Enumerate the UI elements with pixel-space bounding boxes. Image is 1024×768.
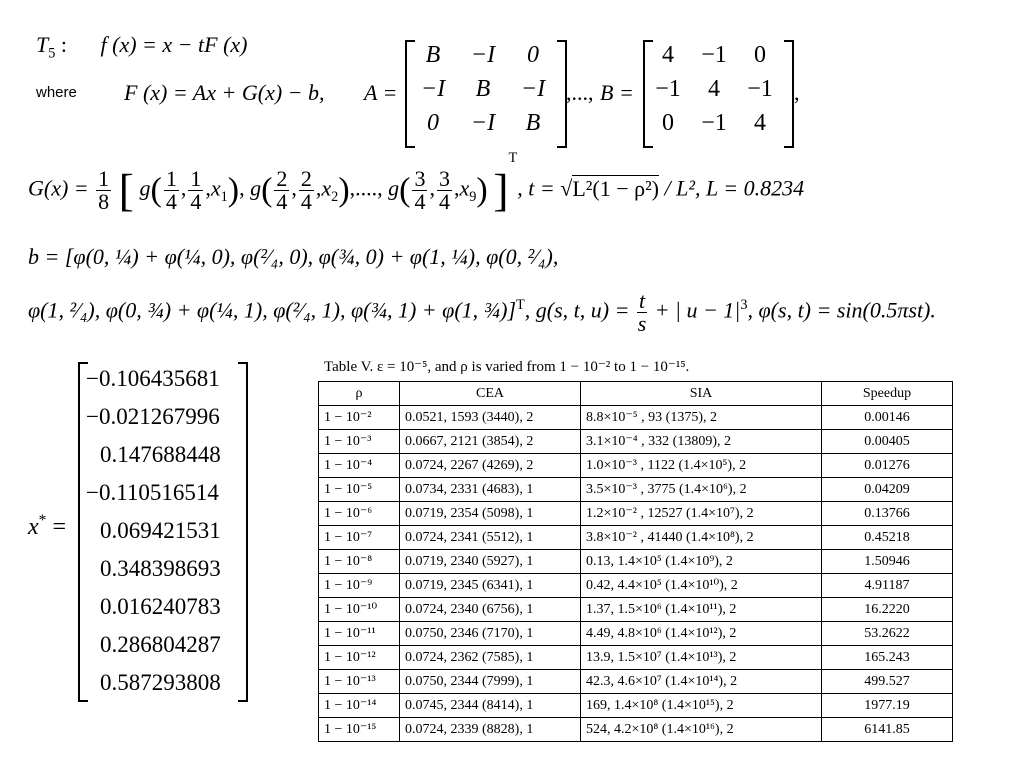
xstar-values <box>86 360 246 702</box>
t5-colon: : <box>60 32 68 57</box>
header-speedup: Speedup <box>822 382 953 406</box>
sia-cell: 42.3, 4.6×10⁷ (1.4×10¹⁴), 2 <box>581 670 822 694</box>
cea-cell: 0.0724, 2341 (5512), 1 <box>400 526 581 550</box>
t-over-s: $\frac{t}{s}$ <box>637 288 647 336</box>
sia-cell: 1.2×10⁻² , 12527 (1.4×10⁷), 2 <box>581 502 822 526</box>
matrix-cell: 4 <box>662 42 674 68</box>
sia-cell: 4.49, 4.8×10⁶ (1.4×10¹²), 2 <box>581 622 822 646</box>
table-caption: Table V. ε = 10⁻⁵, and ρ is varied from 1 − 10⁻² to 1 − 10⁻¹⁵. <box>324 359 690 375</box>
speedup-cell: 16.2220 <box>822 598 953 622</box>
cea-cell: 0.0734, 2331 (4683), 1 <box>400 478 581 502</box>
table-row <box>319 598 953 622</box>
table-body <box>319 406 953 742</box>
table-row <box>319 454 953 478</box>
matrix-cell: −1 <box>701 110 727 136</box>
cea-cell: 0.0667, 2121 (3854), 2 <box>400 430 581 454</box>
xstar-value: 0.348398693 <box>100 556 221 581</box>
xstar-value: −0.106435681 <box>86 366 220 391</box>
F-definition <box>124 80 325 106</box>
cea-cell: 0.0719, 2354 (5098), 1 <box>400 502 581 526</box>
t5-sub: 5 <box>48 45 56 62</box>
header-sia: SIA <box>581 382 822 406</box>
g-9: g <box>388 175 400 201</box>
table-row <box>319 550 953 574</box>
xstar-label: x* = <box>28 512 66 540</box>
t5-equation <box>36 32 248 62</box>
cea-cell: 0.0724, 2362 (7585), 1 <box>400 646 581 670</box>
matrix-cell: 0 <box>662 110 674 136</box>
table-row <box>319 622 953 646</box>
rho-cell: 1 − 10⁻³ <box>319 430 400 454</box>
big-left-bracket: [ <box>118 164 134 216</box>
big-right-bracket: ] <box>493 164 509 216</box>
coef-fraction: $\frac{1}{8}$ <box>98 166 110 214</box>
b-line2-text: φ(1, ²⁄₄), φ(0, ¾) + φ(¼, 1), φ(²⁄₄, 1), φ(¾, 1) + φ(1, ¾)] <box>28 297 517 323</box>
speedup-cell: 0.45218 <box>822 526 953 550</box>
table-row <box>319 526 953 550</box>
header-cea: CEA <box>400 382 581 406</box>
table-row <box>319 430 953 454</box>
sia-cell: 169, 1.4×10⁸ (1.4×10¹⁵), 2 <box>581 694 822 718</box>
sia-cell: 3.1×10⁻⁴ , 332 (13809), 2 <box>581 430 822 454</box>
speedup-cell: 165.243 <box>822 646 953 670</box>
matrix-cell: B <box>425 42 441 68</box>
speedup-cell: 0.00146 <box>822 406 953 430</box>
xstar-value: −0.021267996 <box>86 404 220 429</box>
matrix-cell: B <box>525 110 541 136</box>
t5-label: T <box>36 32 49 57</box>
cea-cell: 0.0750, 2346 (7170), 1 <box>400 622 581 646</box>
cea-cell: 0.0724, 2267 (4269), 2 <box>400 454 581 478</box>
cea-cell: 0.0750, 2344 (7999), 1 <box>400 670 581 694</box>
xstar-value: 0.147688448 <box>100 442 221 467</box>
matrix-b-right-bracket <box>784 40 794 148</box>
speedup-cell: 0.13766 <box>822 502 953 526</box>
matrix-cell: −I <box>520 76 546 102</box>
speedup-cell: 0.00405 <box>822 430 953 454</box>
xstar-value: 0.286804287 <box>100 632 221 657</box>
results-table <box>318 381 953 742</box>
speedup-cell: 499.527 <box>822 670 953 694</box>
table-row <box>319 406 953 430</box>
table-row <box>319 670 953 694</box>
speedup-cell: 0.04209 <box>822 478 953 502</box>
t-rest: / L², L = 0.8234 <box>664 175 805 201</box>
speedup-cell: 4.91187 <box>822 574 953 598</box>
sia-cell: 8.8×10⁻⁵ , 93 (1375), 2 <box>581 406 822 430</box>
matrix-cell: −I <box>420 76 446 102</box>
table-row <box>319 718 953 742</box>
sia-cell: 524, 4.2×10⁸ (1.4×10¹⁶), 2 <box>581 718 822 742</box>
A-label-text: A = <box>364 80 398 105</box>
rho-cell: 1 − 10⁻⁴ <box>319 454 400 478</box>
matrix-b <box>645 40 785 150</box>
sia-cell: 1.37, 1.5×10⁶ (1.4×10¹¹), 2 <box>581 598 822 622</box>
b-equation-line1: b = [φ(0, ¼) + φ(¼, 0), φ(²⁄₄, 0), φ(¾, 0) + φ(1, ¼), φ(0, ²⁄₄), <box>28 244 559 269</box>
matrix-cell: −I <box>470 110 496 136</box>
g-2: g <box>250 175 262 201</box>
sia-cell: 1.0×10⁻³ , 1122 (1.4×10⁵), 2 <box>581 454 822 478</box>
cea-cell: 0.0521, 1593 (3440), 2 <box>400 406 581 430</box>
matrix-cell: 4 <box>754 110 766 136</box>
cea-cell: 0.0719, 2340 (5927), 1 <box>400 550 581 574</box>
where-label: where <box>36 84 77 101</box>
speedup-cell: 1977.19 <box>822 694 953 718</box>
rho-cell: 1 − 10⁻⁷ <box>319 526 400 550</box>
table-row <box>319 694 953 718</box>
rho-cell: 1 − 10⁻⁶ <box>319 502 400 526</box>
rho-cell: 1 − 10⁻⁹ <box>319 574 400 598</box>
rho-cell: 1 − 10⁻¹⁴ <box>319 694 400 718</box>
b-equation-line2: φ(1, ²⁄₄), φ(0, ¾) + φ(¼, 1), φ(²⁄₄, 1), φ(¾, 1) + φ(1, ¾)]$^T$, g(s, t, u) = $\frac{t}{s}$ + | $u - 1|^3$, φ(s, t) = sin(0.5πst). <box>28 288 936 336</box>
B-label-text: B = <box>600 80 634 105</box>
xstar-value: −0.110516514 <box>86 480 219 505</box>
rho-cell: 1 − 10⁻¹¹ <box>319 622 400 646</box>
matrix-cell: 0 <box>427 110 439 136</box>
matrix-cell: 4 <box>708 76 720 102</box>
t-radicand: L²(1 − ρ²) <box>572 175 659 201</box>
speedup-cell: 1.50946 <box>822 550 953 574</box>
F-expression: F (x) = Ax + G(x) − b, <box>124 80 325 105</box>
A-label <box>364 80 397 106</box>
speedup-cell: 6141.85 <box>822 718 953 742</box>
matrix-cell: −1 <box>701 42 727 68</box>
matrix-cell: B <box>475 76 491 102</box>
table-row <box>319 478 953 502</box>
xstar-value: 0.016240783 <box>100 594 221 619</box>
rho-cell: 1 − 10⁻¹⁰ <box>319 598 400 622</box>
rho-cell: 1 − 10⁻¹⁵ <box>319 718 400 742</box>
matrix-cell: −1 <box>747 76 773 102</box>
xstar-value: 0.069421531 <box>100 518 221 543</box>
table-row <box>319 646 953 670</box>
sia-cell: 3.8×10⁻² , 41440 (1.4×10⁸), 2 <box>581 526 822 550</box>
sia-cell: 13.9, 1.5×10⁷ (1.4×10¹³), 2 <box>581 646 822 670</box>
table-row <box>319 502 953 526</box>
g-1: g <box>139 175 151 201</box>
G-lhs: G(x) = <box>28 175 89 201</box>
cea-cell: 0.0719, 2345 (6341), 1 <box>400 574 581 598</box>
table-header-row <box>319 382 953 406</box>
header-rho: ρ <box>319 382 400 406</box>
rho-cell: 1 − 10⁻¹³ <box>319 670 400 694</box>
speedup-cell: 53.2622 <box>822 622 953 646</box>
cea-cell: 0.0745, 2344 (8414), 1 <box>400 694 581 718</box>
speedup-cell: 0.01276 <box>822 454 953 478</box>
t5-expression: f (x) = x − tF (x) <box>100 32 248 57</box>
rho-cell: 1 − 10⁻¹² <box>319 646 400 670</box>
matrix-a-ellipsis: ,..., <box>566 80 594 105</box>
matrix-cell: −I <box>470 42 496 68</box>
matrix-cell: 0 <box>527 42 539 68</box>
cea-cell: 0.0724, 2340 (6756), 1 <box>400 598 581 622</box>
t-expression: t = √ <box>528 175 573 201</box>
xstar-value: 0.587293808 <box>100 670 221 695</box>
rho-cell: 1 − 10⁻⁵ <box>319 478 400 502</box>
G-equation: G(x) = $\frac{1}{8}$ [ g( $\frac{1}{4}$ , $\frac{1}{4}$ $,x_1$), g( $\frac{2}{4}$ , $\frac{2}{4}$ $,x_2$),...., g( $\frac{3}{4}$ , $\frac{3}{4}$ $,x_9$) ]$^T$, t = √L²(1 − ρ²) / L², L = 0.8234 <box>28 150 805 216</box>
sia-cell: 0.42, 4.4×10⁵ (1.4×10¹⁰), 2 <box>581 574 822 598</box>
table-row <box>319 574 953 598</box>
matrix-a <box>408 40 558 150</box>
rho-cell: 1 − 10⁻² <box>319 406 400 430</box>
sia-cell: 3.5×10⁻³ , 3775 (1.4×10⁶), 2 <box>581 478 822 502</box>
sia-cell: 0.13, 1.4×10⁵ (1.4×10⁹), 2 <box>581 550 822 574</box>
B-label <box>600 80 634 106</box>
matrix-b-comma: , <box>794 80 800 105</box>
matrix-cell: −1 <box>655 76 681 102</box>
matrix-cell: 0 <box>754 42 766 68</box>
cea-cell: 0.0724, 2339 (8828), 1 <box>400 718 581 742</box>
rho-cell: 1 − 10⁻⁸ <box>319 550 400 574</box>
